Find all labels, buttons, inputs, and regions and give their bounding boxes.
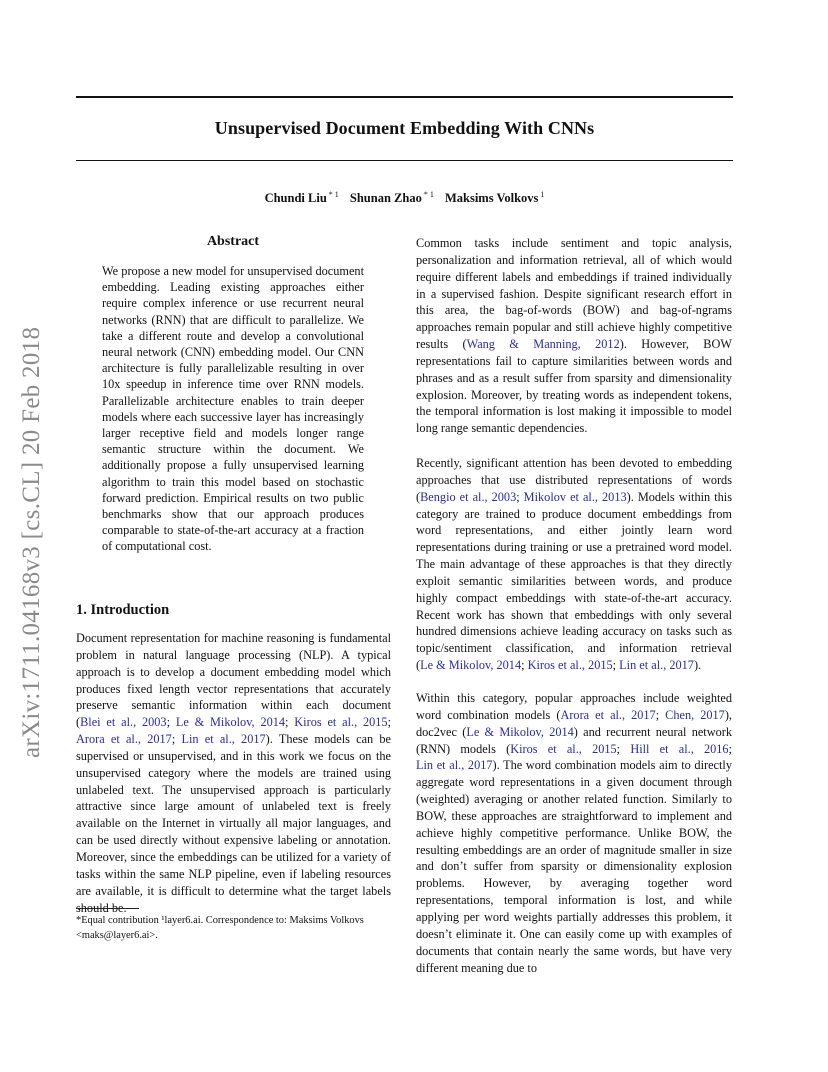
author-list (76, 191, 733, 206)
paragraph-text: Common tasks include sentiment and topic analysis, personalization and information retrieval, all of which would require different labels and embeddings if trained individually in a supervised fashion. Despite significant research effort in this area, the bag-of-words (BOW) and bag-of-ngrams approaches remain popular and still achieve highly competitive results ( (416, 236, 732, 352)
author-3 (445, 191, 544, 205)
citation-link[interactable]: Wang & Manning, 2012 (466, 337, 620, 352)
citation-link[interactable]: Le & Mikolov, 2014 (420, 658, 522, 673)
paragraph-text: ; (285, 715, 295, 730)
paragraph-text: ; (516, 489, 524, 504)
paragraph-text: Within this category, popular approaches include weighted word combination models ( (416, 691, 732, 722)
paper-title: Unsupervised Document Embedding With CNNs (214, 118, 595, 138)
author-name: Chundi Liu (264, 191, 327, 205)
paragraph-text: ). (693, 658, 702, 673)
author-name: Shunan Zhao (349, 191, 422, 205)
body-paragraph-1 (416, 235, 732, 437)
paragraph-text: ). These models can be supervised or unsupervised, and in this work we focus on the unsupervised category where the models are trained using unlabeled text. The unsupervised approach is particularly attractive since large amount of unlabeled text is freely available on the Internet in virtually all major languages, and can be used directly without expensive labeling or annotation. Moreover, since the embeddings can be utilized for a variety of tasks within the same NLP pipeline, even if labeling resources are available, it is difficult to determine what the target labels should be. (76, 732, 391, 915)
paragraph-text: ), doc2vec ( (416, 707, 732, 739)
citation-link[interactable]: Blei et al., 2003 (80, 715, 167, 730)
author-name: Maksims Volkovs (444, 191, 539, 205)
author-affiliation-mark: * 1 (328, 189, 339, 199)
citation-link[interactable]: Lin et al., 2017 (619, 658, 694, 673)
citation-link[interactable]: Hill et al., 2016 (630, 741, 729, 756)
paragraph-text: ; (655, 707, 666, 722)
footnote-rule (76, 908, 139, 909)
paragraph-text: ; (612, 658, 620, 673)
paragraph-text: ). Models within this category are trained to produce document embeddings from word representations, and either jointly learn word representations during training or use a pretrained word model. The main advantage of these approaches is that they directly exploit semantic similarities between words, and produce highly compact embeddings with state-of-the-art accuracy. Recent work has shown that embeddings with only several hundred dimensions achieve leading accuracy on tasks such as topic/sentiment classification, and information retrieval ( (416, 489, 732, 673)
title-rule-bottom (76, 160, 733, 161)
paragraph-text: ; (728, 741, 732, 756)
introduction-paragraph (76, 630, 391, 916)
citation-link[interactable]: Arora et al., 2017 (76, 732, 172, 747)
title-rule-top (76, 96, 733, 98)
citation-link[interactable]: Arora et al., 2017 (560, 707, 656, 722)
paragraph-text: ; (166, 715, 176, 730)
section-heading-introduction: 1. Introduction (76, 602, 170, 618)
citation-link[interactable]: Le & Mikolov, 2014 (466, 724, 574, 739)
citation-link[interactable]: Chen, 2017 (665, 707, 725, 722)
paragraph-text: ). However, BOW representations fail to capture similarities between words and phrases and as a result suffer from sparsity and dimensionality explosion. Moreover, by treating words as independent tokens, the temporal information is lost making it impossible to model long range semantic dependencies. (416, 337, 732, 436)
author-affiliation-mark: 1 (540, 189, 545, 199)
paragraph-text: ) and recurrent neural network (RNN) models ( (416, 724, 732, 756)
abstract-heading: Abstract (206, 234, 260, 249)
paragraph-text: ; (521, 658, 528, 673)
author-1 (265, 191, 339, 205)
paragraph-text: ). The word combination models aim to directly aggregate word representations in a given document through (weighted) averaging or another related function. Similarly to BOW, these approaches are straightforward to implement and achieve highly competitive performance. Unlike BOW, the resulting embeddings are an order of magnitude smaller in size and don’t suffer from sparsity or dimensionality explosion problems. However, by averaging together word representations, temporal information is lost, and while applying per word weights partially addresses this problem, it doesn’t eliminate it. One can easily come up with examples of documents that contain nearly the same words, but have very different meaning due to (416, 758, 732, 975)
footnote: *Equal contribution ¹layer6.ai. Correspondence to: Maksims Volkovs <maks@layer6.ai>. (76, 915, 364, 941)
citation-link[interactable]: Kiros et al., 2015 (527, 658, 613, 673)
citation-link[interactable]: Kiros et al., 2015 (510, 741, 617, 756)
paragraph-text: ; (171, 732, 182, 747)
paragraph-text: ; (616, 741, 631, 756)
paragraph-text: Document representation for machine reasoning is fundamental problem in natural language processing (NLP). A typical approach is to develop a document embedding model which produces fixed length vector representations that accurately preserve semantic information within each document ( (76, 631, 391, 730)
author-2 (350, 191, 434, 205)
body-paragraph-2 (416, 455, 732, 674)
citation-link[interactable]: Le & Mikolov, 2014 (175, 715, 286, 730)
paragraph-text: ; (387, 715, 391, 730)
citation-link[interactable]: Kiros et al., 2015 (294, 715, 388, 730)
author-affiliation-mark: * 1 (423, 189, 434, 199)
citation-link[interactable]: Mikolov et al., 2013 (523, 489, 627, 504)
arxiv-identifier-stamp: arXiv:1711.04168v3 [cs.CL] 20 Feb 2018 (18, 326, 45, 758)
citation-link[interactable]: Lin et al., 2017 (416, 758, 493, 773)
citation-link[interactable]: Lin et al., 2017 (181, 732, 266, 747)
citation-link[interactable]: Bengio et al., 2003 (420, 489, 517, 504)
paragraph-text: Recently, significant attention has been devoted to embedding approaches that use distributed representations of words ( (416, 456, 732, 504)
body-paragraph-3 (416, 690, 732, 976)
abstract-text: We propose a new model for unsupervised document embedding. Leading existing approaches either require complex inference or use recurrent neural networks (RNN) that are difficult to parallelize. We take a different route and develop a convolutional neural network (CNN) embedding model. Our CNN architecture is fully parallelizable resulting in over 10x speedup in inference time over RNN models. Parallelizable architecture enables to train deeper models where each successive layer has increasingly larger receptive field and models longer range semantic structure within the document. We additionally propose a fully unsupervised learning algorithm to train this model based on stochastic forward prediction. Empirical results on two public benchmarks show that our approach produces comparable to state-of-the-art accuracy at a fraction of computational cost. (102, 264, 364, 554)
